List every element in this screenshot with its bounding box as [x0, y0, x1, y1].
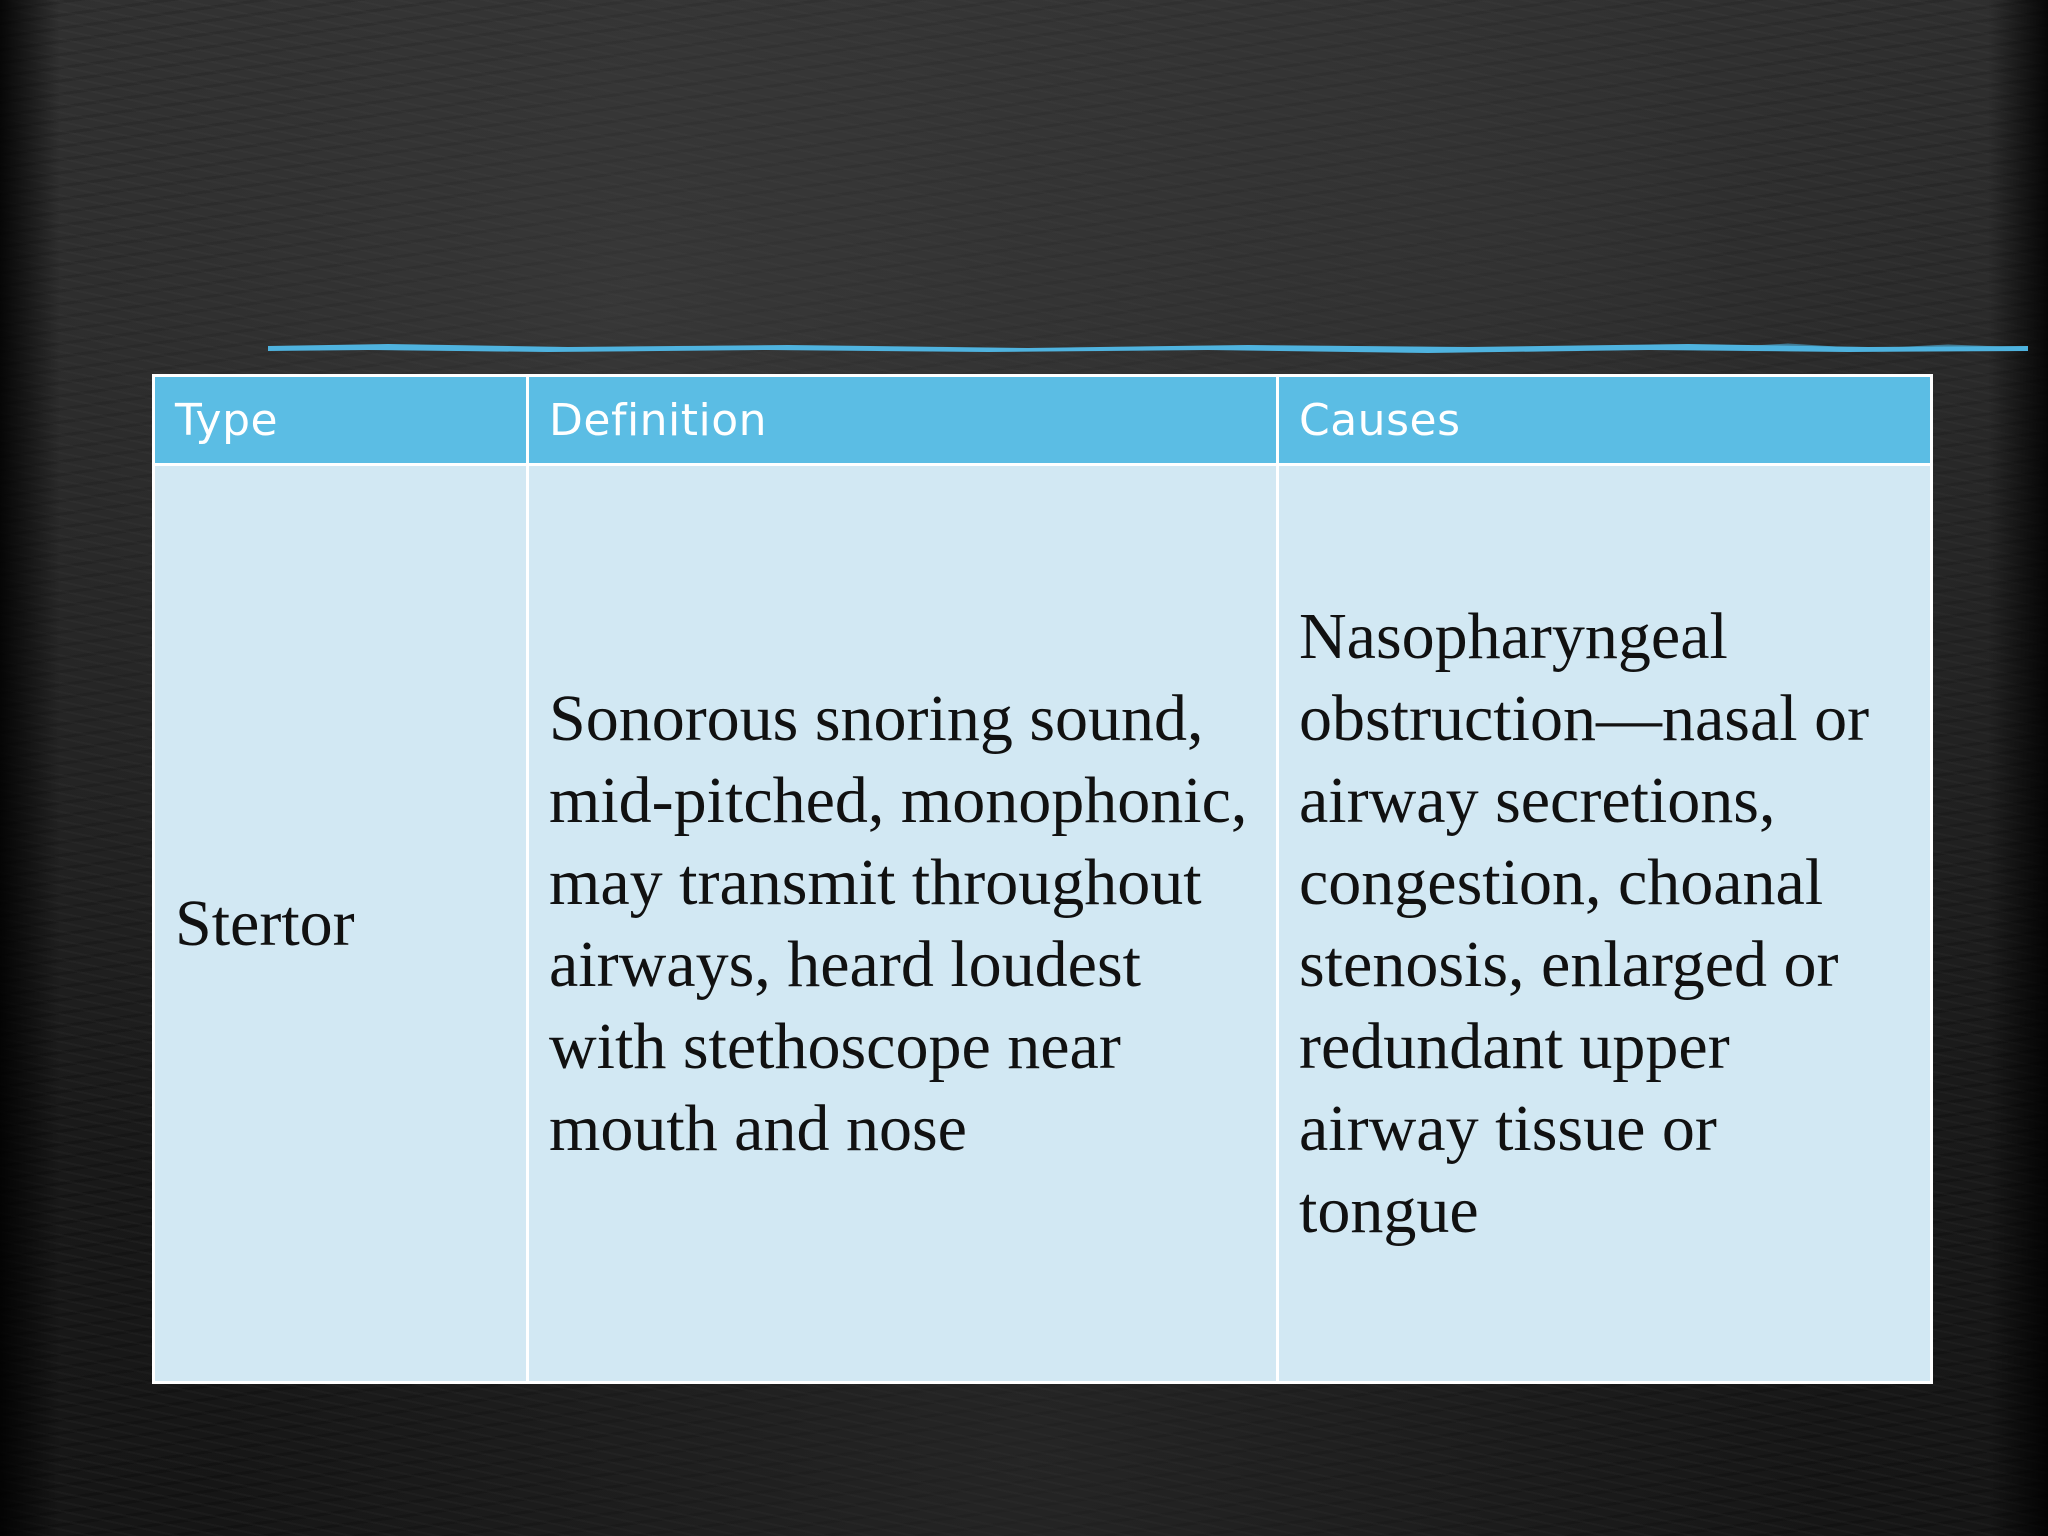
table: [152, 374, 1933, 1384]
table-header-row: [154, 376, 1932, 465]
header-causes: Causes: [1278, 376, 1932, 465]
stertor-table: [152, 374, 1930, 1384]
chalkboard-edge-right: [1988, 0, 2048, 1536]
cell-type: Stertor: [154, 465, 528, 1383]
accent-line: [268, 340, 2028, 356]
header-type: Type: [154, 376, 528, 465]
chalkboard-edge-left: [0, 0, 60, 1536]
header-definition: Definition: [528, 376, 1278, 465]
table-row: [154, 465, 1932, 1383]
cell-causes: Nasopharyngeal obstruction—nasal or airway secretions, congestion, choanal stenosis, enlarged or redundant upper airway tissue or tongue: [1278, 465, 1932, 1383]
cell-definition: Sonorous snoring sound, mid-pitched, monophonic, may transmit throughout airways, heard loudest with stethoscope near mouth and nose: [528, 465, 1278, 1383]
